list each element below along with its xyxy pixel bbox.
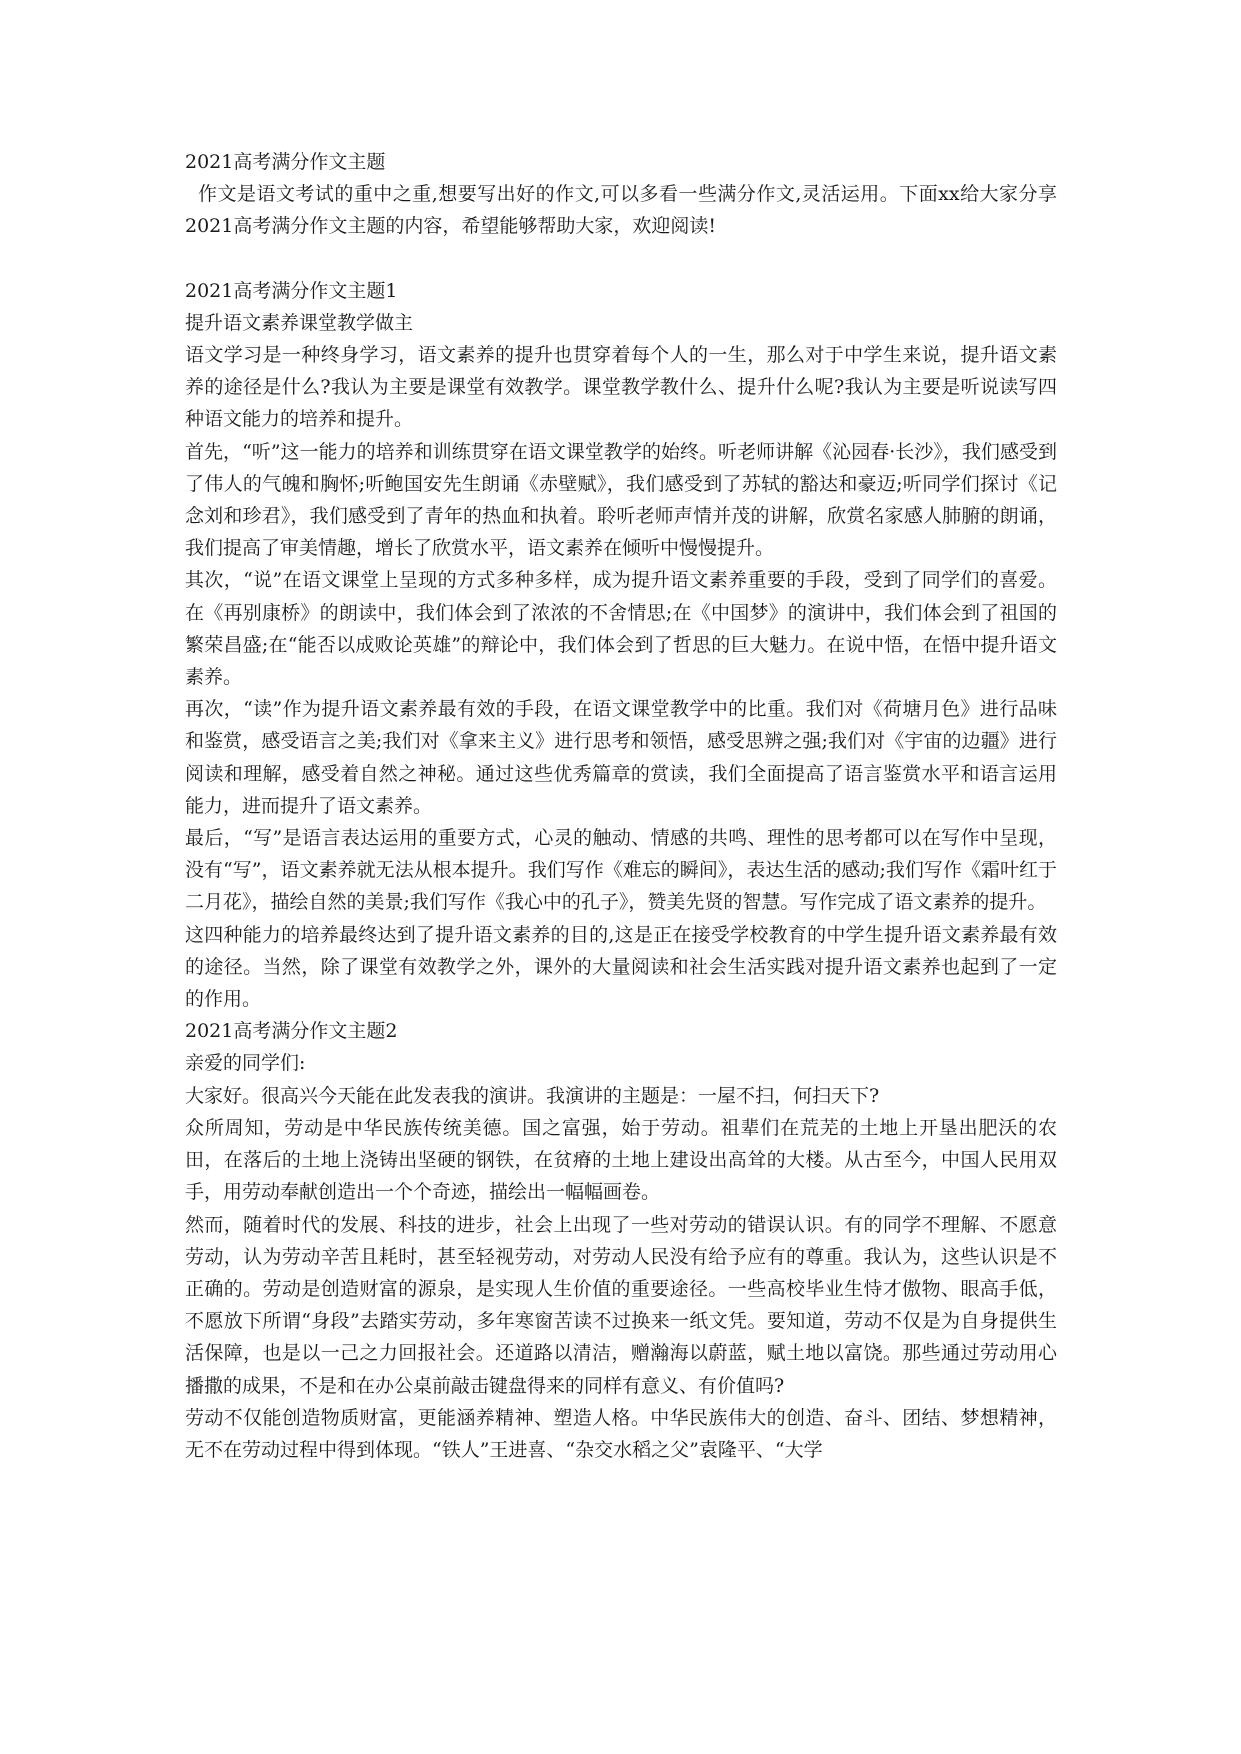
section-1-heading: 2021高考满分作文主题1	[185, 279, 398, 302]
body-paragraph: 最后，“写”是语言表达运用的重要方式，心灵的触动、情感的共鸣、理性的思考都可以在写作中呈现，没有“写”，语文素养就无法从根本提升。我们写作《难忘的瞬间》，表达生活的感动;我们写作《霜叶红于二月花》，描绘自然的美景;我们写作《我心中的孔子》，赞美先贤的智慧。写作完成了语文素养的提升。	[185, 827, 1057, 914]
body-paragraph: 再次，“读”作为提升语文素养最有效的手段，在语文课堂教学中的比重。我们对《荷塘月色》进行品味和鉴赏，感受语言之美;我们对《拿来主义》进行思考和领悟，感受思辨之强;我们对《宇宙的边疆》进行阅读和理解，感受着自然之神秘。通过这些优秀篇章的赏读，我们全面提高了语言鉴赏水平和语言运用能力，进而提升了语文素养。	[185, 698, 1057, 817]
body-paragraph: 首先，“听”这一能力的培养和训练贯穿在语文课堂教学的始终。听老师讲解《沁园春·长沙》，我们感受到了伟人的气魄和胸怀;听鲍国安先生朗诵《赤壁赋》，我们感受到了苏轼的豁达和豪迈;听同学们探讨《记念刘和珍君》，我们感受到了青年的热血和执着。聆听老师声情并茂的讲解，欣赏名家感人肺腑的朗诵，我们提高了审美情趣，增长了欣赏水平，语文素养在倾听中慢慢提升。	[185, 440, 1057, 560]
section-2-heading: 2021高考满分作文主题2	[185, 1020, 398, 1043]
body-paragraph: 劳动不仅能创造物质财富，更能涵养精神、塑造人格。中华民族伟大的创造、奋斗、团结、梦想精神，无不在劳动过程中得到体现。“铁人”王进喜、“杂交水稻之父”袁隆平、“大学	[185, 1406, 1057, 1461]
section-1-subtitle: 提升语文素养课堂教学做主	[185, 311, 414, 334]
body-paragraph: 众所周知，劳动是中华民族传统美德。国之富强，始于劳动。祖辈们在荒芜的土地上开垦出肥沃的农田，在落后的土地上浇铸出坚硬的钢铁，在贫瘠的土地上建设出高耸的大楼。从古至今，中国人民用双手，用劳动奉献创造出一个个奇迹，描绘出一幅幅画卷。	[185, 1116, 1057, 1204]
section-2-greeting: 亲爱的同学们:	[185, 1052, 306, 1075]
blank-line	[185, 243, 1057, 275]
document-title: 2021高考满分作文主题	[185, 151, 386, 173]
body-paragraph: 然而，随着时代的发展、科技的进步，社会上出现了一些对劳动的错误认识。有的同学不理解、不愿意劳动，认为劳动辛苦且耗时，甚至轻视劳动，对劳动人民没有给予应有的尊重。我认为，这些认识是不正确的。劳动是创造财富的源泉，是实现人生价值的重要途径。一些高校毕业生恃才傲物、眼高手低，不愿放下所谓“身段”去踏实劳动，多年寒窗苦读不过换来一纸文凭。要知道，劳动不仅是为自身提供生活保障，也是以一己之力回报社会。还道路以清洁，赠瀚海以蔚蓝，赋土地以富饶。那些通过劳动用心播撒的成果，不是和在办公桌前敲击键盘得来的同样有意义、有价值吗?	[185, 1213, 1057, 1397]
body-paragraph: 语文学习是一种终身学习，语文素养的提升也贯穿着每个人的一生，那么对于中学生来说，提升语文素养的途径是什么?我认为主要是课堂有效教学。课堂教学教什么、提升什么呢?我认为主要是听说读写四种语文能力的培养和提升。	[185, 344, 1057, 431]
intro-paragraph: 作文是语文考试的重中之重,想要写出好的作文,可以多看一些满分作文,灵活运用。下面xx给大家分享2021高考满分作文主题的内容，希望能够帮助大家，欢迎阅读!	[185, 183, 1057, 238]
body-paragraph: 这四种能力的培养最终达到了提升语文素养的目的,这是正在接受学校教育的中学生提升语文素养最有效的途径。当然，除了课堂有效教学之外，课外的大量阅读和社会生活实践对提升语文素养也起到了一定的作用。	[185, 923, 1057, 1011]
document-body	[185, 146, 1057, 1466]
body-paragraph: 其次，“说”在语文课堂上呈现的方式多种多样，成为提升语文素养重要的手段，受到了同学们的喜爱。在《再别康桥》的朗读中，我们体会到了浓浓的不舍情思;在《中国梦》的演讲中，我们体会到了祖国的繁荣昌盛;在“能否以成败论英雄”的辩论中，我们体会到了哲思的巨大魅力。在说中悟，在悟中提升语文素养。	[185, 569, 1057, 689]
body-paragraph: 大家好。很高兴今天能在此发表我的演讲。我演讲的主题是：一屋不扫，何扫天下?	[185, 1084, 880, 1107]
